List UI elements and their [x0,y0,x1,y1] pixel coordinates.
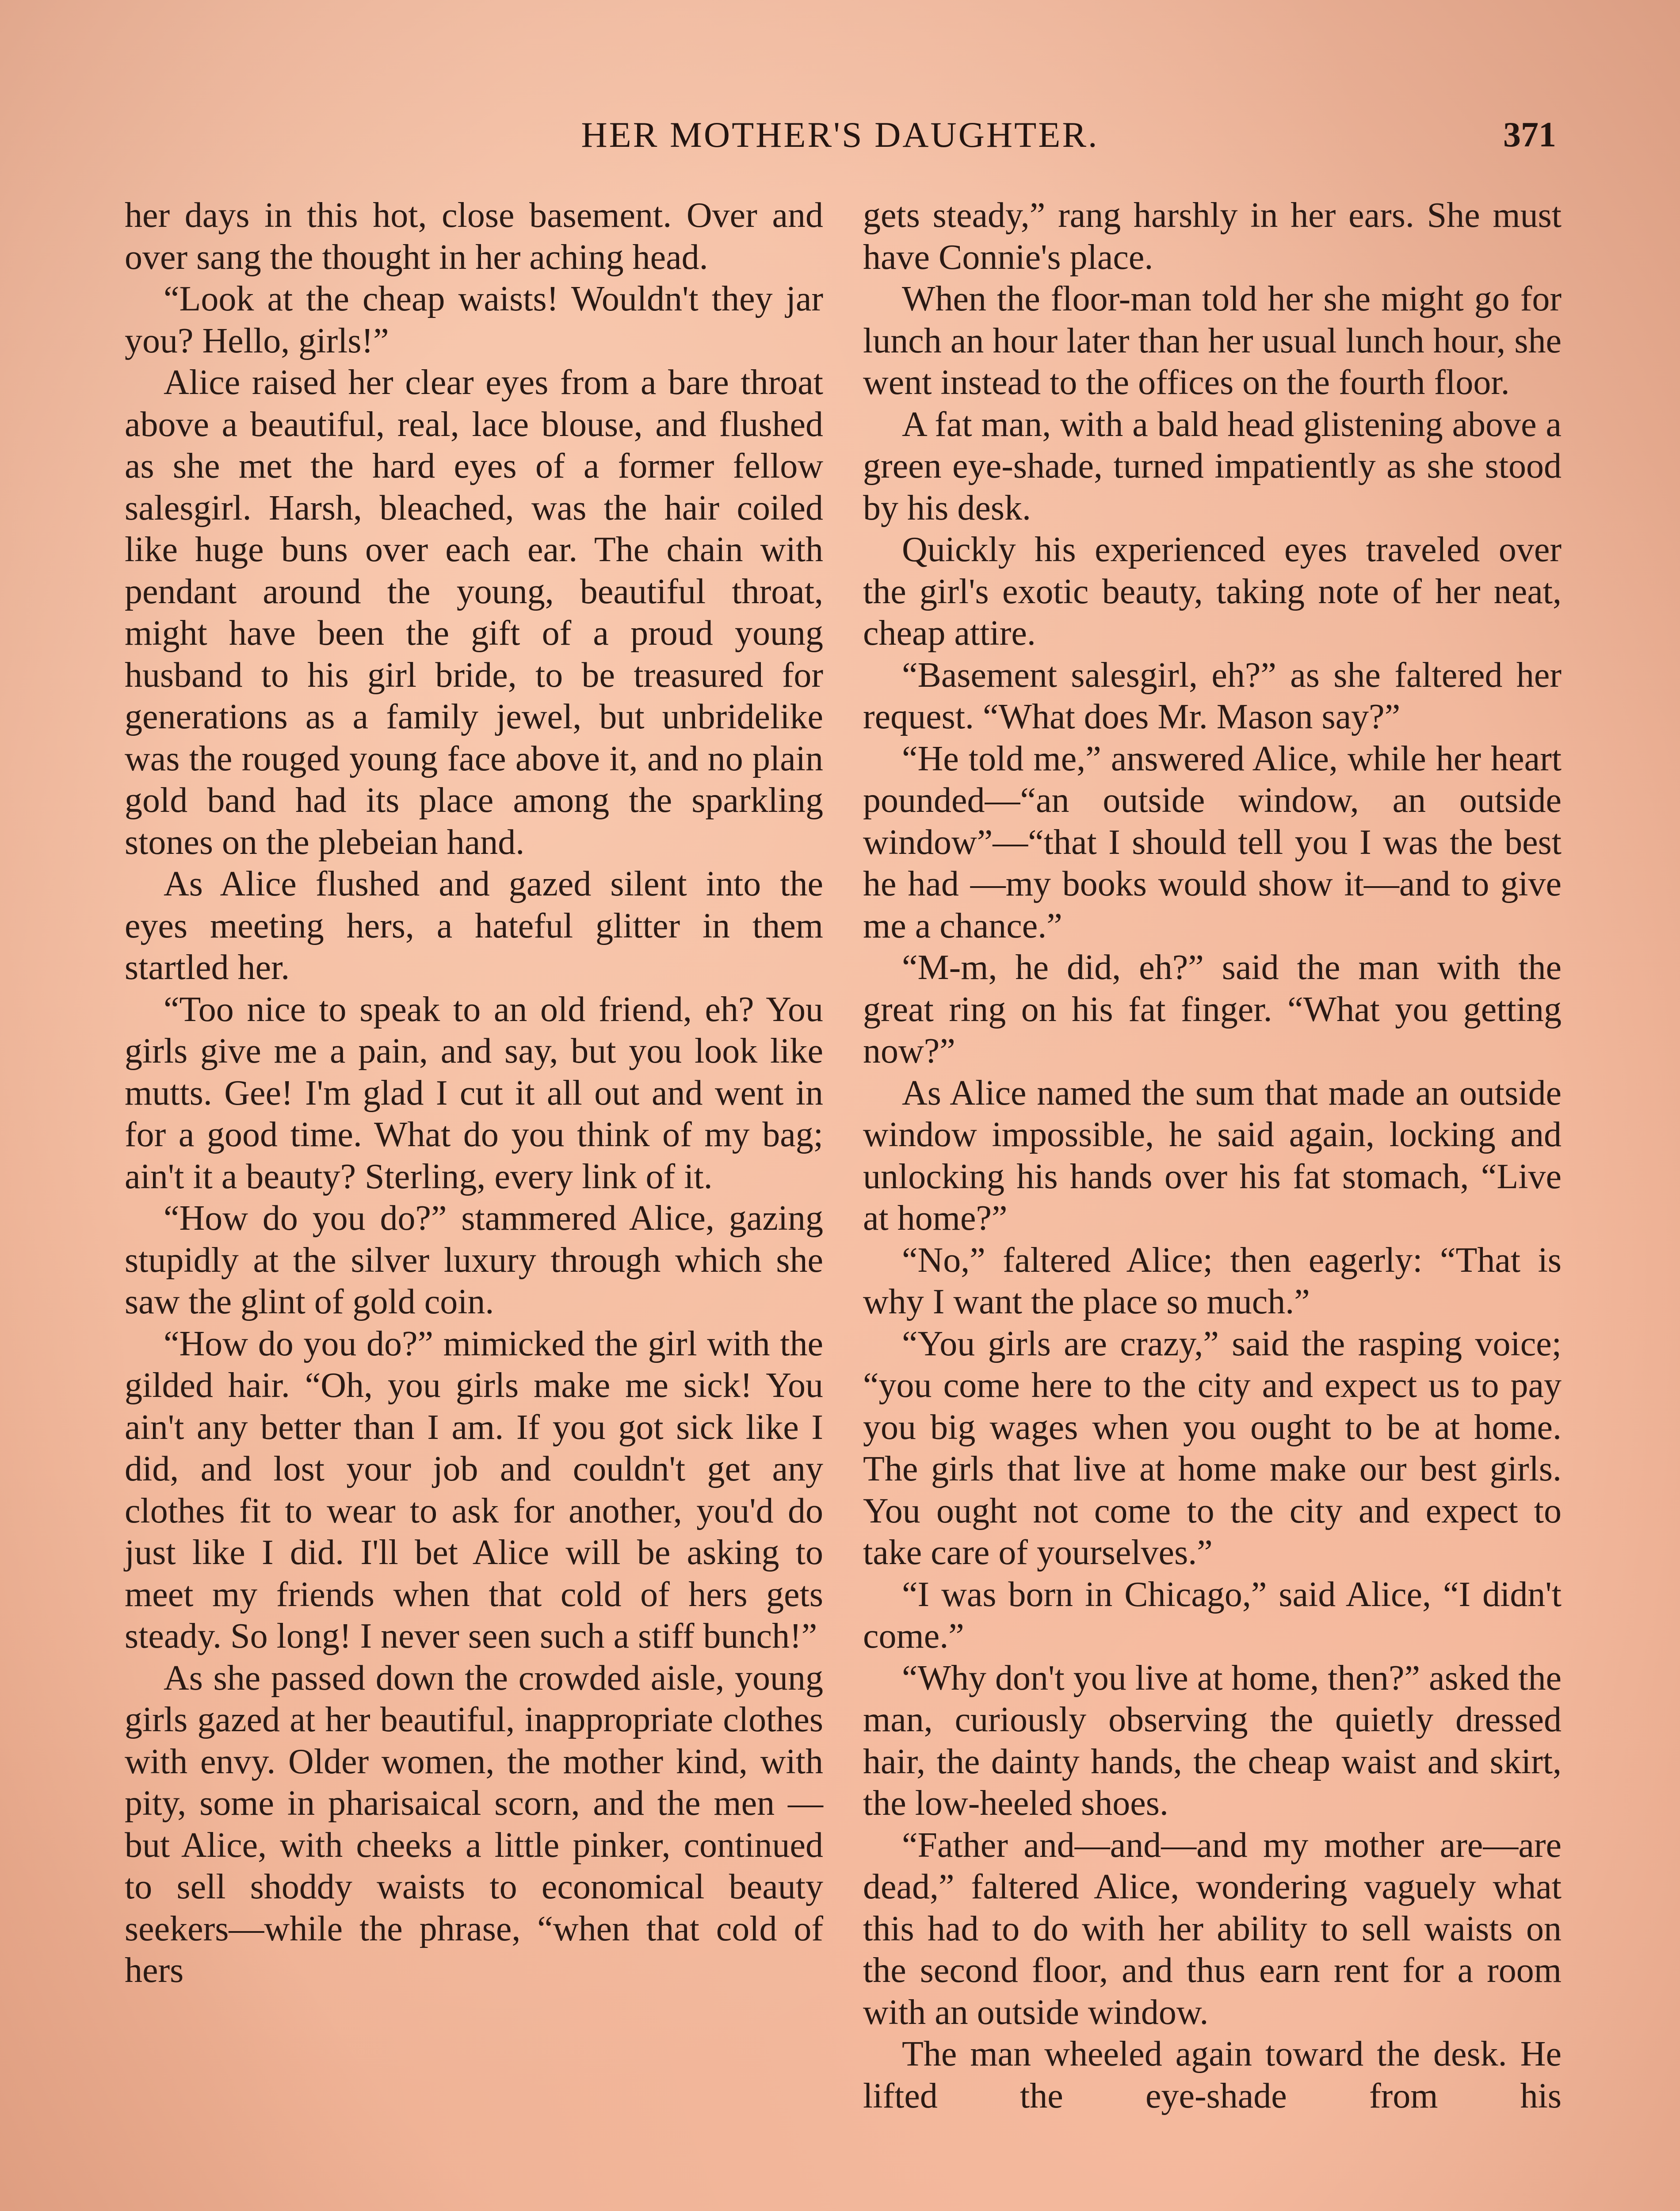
paragraph: “I was born in Chicago,” said Alice, “I didn't come.” [863,1575,1562,1656]
paragraph: “Too nice to speak to an old friend, eh? You girls give me a pain, and say, but you look like mutts. Gee! I'm glad I cut it all out and went in for a good time. What do you think of my bag; ain't it a beauty? Sterling, every link of it. [125,990,823,1196]
paragraph: gets steady,” rang harshly in her ears. She must have Connie's place. [863,196,1562,277]
paragraph: Quickly his experienced eyes traveled over the girl's exotic beauty, taking note of her neat, cheap attire. [863,530,1562,653]
paragraph: “How do you do?” stammered Alice, gazing stupidly at the silver luxury through which she saw the glint of gold coin. [125,1199,823,1321]
paragraph: “Father and—and—and my mother are—are dead,” faltered Alice, wondering vaguely what this had to do with her ability to sell waists on the second floor, and thus earn rent for a room with an outside window. [863,1825,1562,2032]
paragraph: “M-m, he did, eh?” said the man with the great ring on his fat finger. “What you getting now?” [863,948,1562,1071]
paragraph: her days in this hot, close basement. Over and over sang the thought in her aching head. [125,196,823,277]
paragraph: When the floor-man told her she might go for lunch an hour later than her usual lunch hour, she went instead to the offices on the fourth floor. [863,279,1562,402]
paragraph: “Look at the cheap waists! Wouldn't they jar you? Hello, girls!” [125,279,823,360]
page-number: 371 [1503,115,1556,154]
page-header [124,111,1556,159]
paragraph: “Basement salesgirl, eh?” as she faltered her request. “What does Mr. Mason say?” [863,655,1562,736]
running-title: HER MOTHER'S DAUGHTER. [581,115,1099,155]
paragraph: Alice raised her clear eyes from a bare throat above a beautiful, real, lace blouse, and flushed as she met the hard eyes of a former fellow salesgirl. Harsh, bleached, was the hair coiled like huge buns over each ear. The chain with pendant around the young, beautiful throat, might have been the gift of a proud young husband to his girl bride, to be treasured for generations as a family jewel, but unbridelike was the rouged young face above it, and no plain gold band had its place among the sparkling stones on the plebeian hand. [125,363,823,862]
paragraph: “You girls are crazy,” said the rasping voice; “you come here to the city and expect us to pay you big wages when you ought to be at home. The girls that live at home make our best girls. You ought not come to the city and expect to take care of yourselves.” [863,1324,1562,1572]
paragraph: “No,” faltered Alice; then eagerly: “That is why I want the place so much.” [863,1240,1562,1321]
paragraph: The man wheeled again toward the desk. He lifted the eye-shade from his [863,2035,1562,2115]
paragraph: As Alice named the sum that made an outside window impossible, he said again, locking and unlocking his hands over his fat stomach, “Live at home?” [863,1073,1562,1238]
left-text-column [125,195,823,1992]
paragraph: A fat man, with a bald head glistening above a green eye-shade, turned impatiently as she stood by his desk. [863,405,1562,528]
paragraph: “He told me,” answered Alice, while her heart pounded—“an outside window, an outside window”—“that I should tell you I was the best he had —my books would show it—and to give me a chance.” [863,739,1562,945]
right-text-column [863,195,1562,2117]
paragraph: “How do you do?” mimicked the girl with the gilded hair. “Oh, you girls make me sick! You ain't any better than I am. If you got sick like I did, and lost your job and couldn't get any clothes fit to wear to ask for another, you'd do just like I did. I'll bet Alice will be asking to meet my friends when that cold of hers gets steady. So long! I never seen such a stiff bunch!” [125,1324,823,1656]
paragraph: As Alice flushed and gazed silent into the eyes meeting hers, a hateful glitter in them startled her. [125,865,823,987]
paragraph: As she passed down the crowded aisle, young girls gazed at her beautiful, inappropriate clothes with envy. Older women, the mother kind, with pity, some in pharisaical scorn, and the men —but Alice, with cheeks a little pinker, continued to sell shoddy waists to economical beauty seekers—while the phrase, “when that cold of hers [125,1658,823,1990]
paragraph: “Why don't you live at home, then?” asked the man, curiously observing the quietly dressed hair, the dainty hands, the cheap waist and skirt, the low-heeled shoes. [863,1658,1562,1823]
